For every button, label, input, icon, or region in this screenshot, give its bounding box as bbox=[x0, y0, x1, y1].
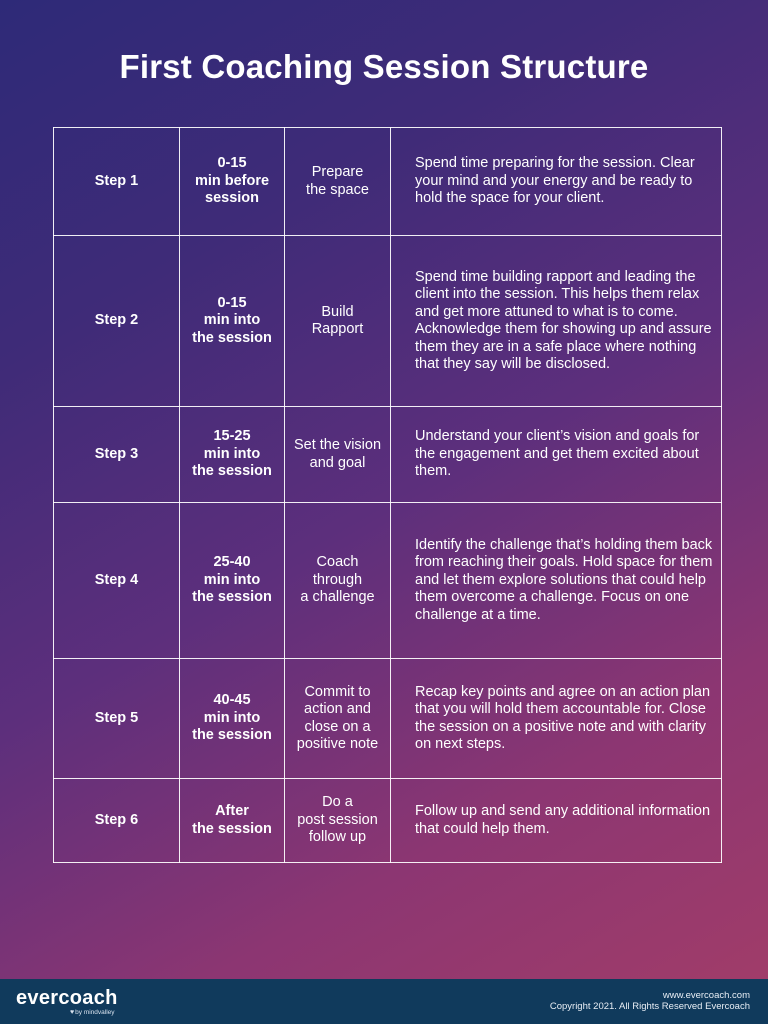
time-label: 0-15 min before session bbox=[194, 155, 270, 207]
table-row bbox=[54, 236, 722, 407]
description-cell bbox=[391, 128, 722, 236]
time-label: After the session bbox=[192, 803, 272, 837]
action-label: Build Rapport bbox=[311, 303, 364, 337]
time-label: 15-25 min into the session bbox=[192, 428, 272, 480]
description-text: Recap key points and agree on an action plan that you will hold them accountable for. Close the session on a positive note and with clarity on next steps. bbox=[415, 683, 711, 752]
action-cell bbox=[285, 236, 391, 407]
step-label: Step 3 bbox=[94, 445, 139, 462]
description-cell bbox=[391, 779, 722, 863]
step-cell bbox=[54, 407, 180, 503]
time-label: 40-45 min into the session bbox=[192, 692, 272, 744]
description-cell bbox=[391, 407, 722, 503]
table-row bbox=[54, 407, 722, 503]
action-cell bbox=[285, 779, 391, 863]
time-label: 0-15 min into the session bbox=[192, 294, 272, 346]
action-label: Do a post session follow up bbox=[297, 794, 378, 846]
time-cell bbox=[180, 236, 285, 407]
copyright-text: Copyright 2021. All Rights Reserved Evercoach bbox=[549, 1001, 750, 1012]
description-cell bbox=[391, 236, 722, 407]
page-title: First Coaching Session Structure bbox=[119, 48, 649, 85]
step-cell bbox=[54, 236, 180, 407]
description-text: Identify the challenge that’s holding them back from reaching their goals. Hold space for them and let them explore solutions that could help them overcome a challenge. Focus on one challenge at a time. bbox=[415, 536, 713, 623]
action-cell bbox=[285, 407, 391, 503]
description-text: Follow up and send any additional information that could help them. bbox=[415, 803, 711, 837]
step-label: Step 5 bbox=[94, 709, 139, 726]
action-label: Coach through a challenge bbox=[300, 554, 375, 606]
table-row bbox=[54, 503, 722, 659]
footer-bar bbox=[0, 979, 768, 1024]
description-text: Spend time building rapport and leading the client into the session. This helps them relax and get more attuned to what is to come. Acknowledge them for showing up and assure them they are in a safe place where nothing that they say will be disclosed. bbox=[415, 268, 712, 372]
description-text: Understand your client’s vision and goals for the engagement and get them excited about them. bbox=[415, 428, 700, 480]
session-structure-table bbox=[53, 127, 722, 863]
step-cell bbox=[54, 128, 180, 236]
step-cell bbox=[54, 503, 180, 659]
table-row bbox=[54, 659, 722, 779]
action-cell bbox=[285, 128, 391, 236]
description-cell bbox=[391, 503, 722, 659]
time-cell bbox=[180, 779, 285, 863]
description-cell bbox=[391, 659, 722, 779]
table-row bbox=[54, 779, 722, 863]
time-cell bbox=[180, 128, 285, 236]
step-cell bbox=[54, 779, 180, 863]
description-text: Spend time preparing for the session. Clear your mind and your energy and be ready to hold the space for your client. bbox=[415, 155, 695, 207]
time-cell bbox=[180, 503, 285, 659]
time-cell bbox=[180, 659, 285, 779]
step-label: Step 1 bbox=[94, 172, 139, 189]
time-label: 25-40 min into the session bbox=[192, 554, 272, 606]
brand-logo: evercoach bbox=[16, 987, 118, 1009]
step-label: Step 4 bbox=[94, 571, 139, 588]
mindvalley-logo-icon: ♥ bbox=[70, 1009, 75, 1016]
step-label: Step 2 bbox=[94, 312, 139, 329]
time-cell bbox=[180, 407, 285, 503]
action-label: Prepare the space bbox=[306, 164, 369, 198]
step-cell bbox=[54, 659, 180, 779]
brand-sub-text: by mindvalley bbox=[75, 1009, 115, 1016]
website-link[interactable]: www.evercoach.com bbox=[662, 990, 750, 1001]
action-label: Commit to action and close on a positive note bbox=[296, 683, 379, 752]
action-cell bbox=[285, 503, 391, 659]
table-row bbox=[54, 128, 722, 236]
step-label: Step 6 bbox=[94, 811, 139, 828]
action-cell bbox=[285, 659, 391, 779]
action-label: Set the vision and goal bbox=[293, 437, 382, 471]
brand-sub bbox=[70, 1009, 115, 1016]
footer-info bbox=[550, 990, 750, 1012]
